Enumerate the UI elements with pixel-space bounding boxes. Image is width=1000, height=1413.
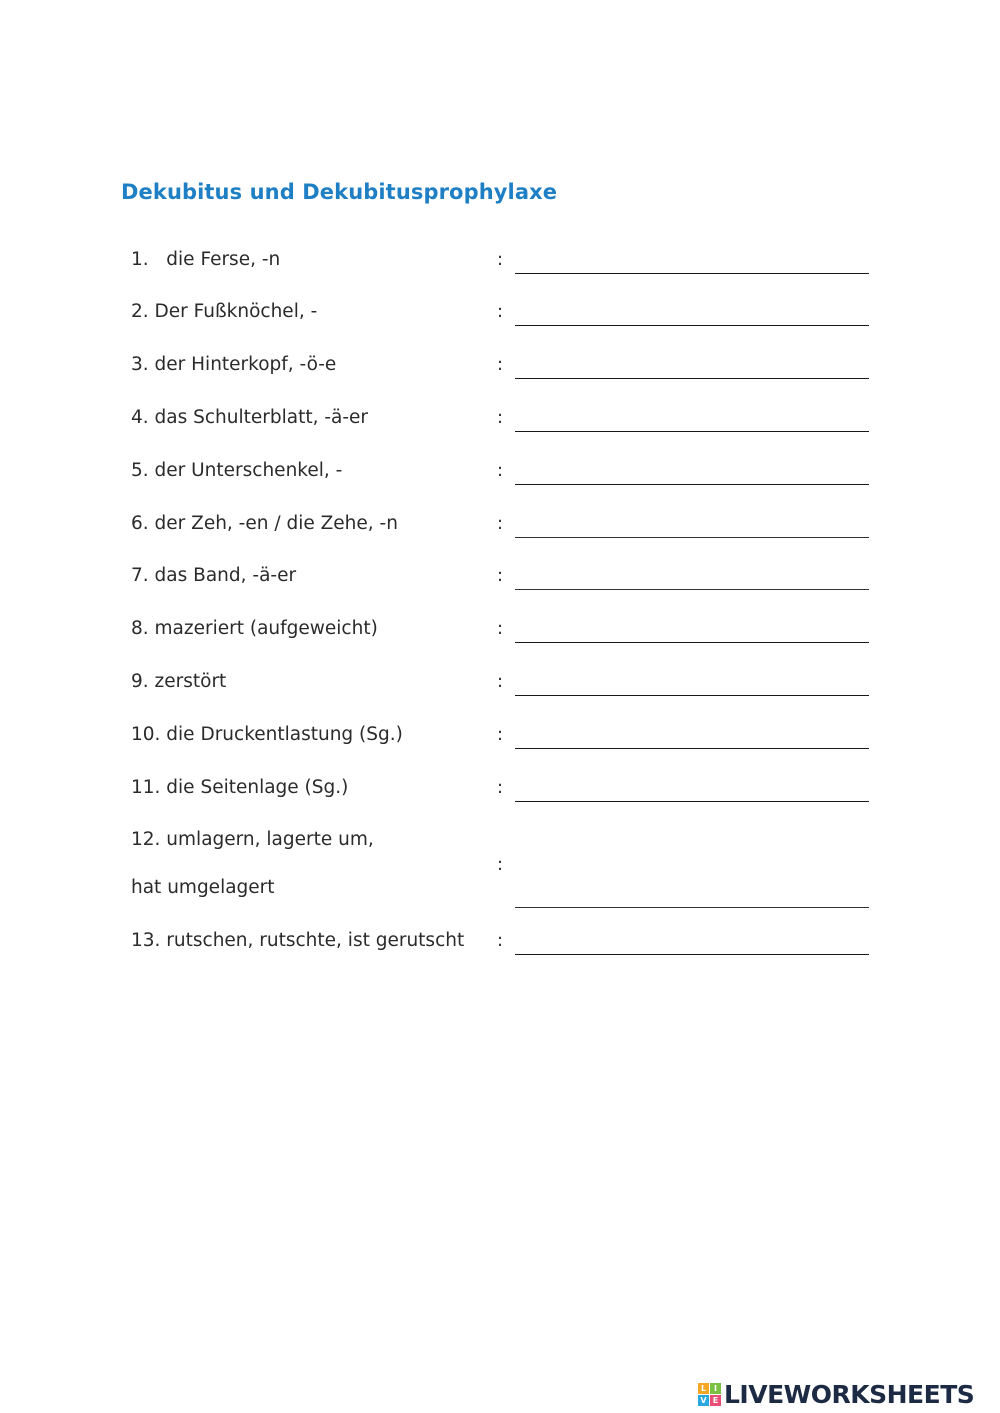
- answer-input-11[interactable]: [515, 775, 869, 802]
- separator: :: [497, 460, 504, 481]
- answer-input-6[interactable]: [515, 511, 869, 538]
- logo-letter: I: [710, 1383, 721, 1394]
- answer-input-10[interactable]: [515, 722, 869, 749]
- term-label: 5. der Unterschenkel, -: [131, 460, 343, 481]
- term-label: 8. mazeriert (aufgeweicht): [131, 618, 378, 639]
- separator: :: [497, 513, 504, 534]
- answer-input-7[interactable]: [515, 563, 869, 590]
- logo-letter: L: [698, 1383, 709, 1394]
- separator: :: [497, 249, 504, 270]
- answer-input-8[interactable]: [515, 616, 869, 643]
- separator: :: [497, 618, 504, 639]
- term-label: 13. rutschen, rutschte, ist gerutscht: [131, 930, 465, 951]
- separator: :: [497, 854, 504, 875]
- separator: :: [497, 930, 504, 951]
- answer-input-4[interactable]: [515, 405, 869, 432]
- separator: :: [497, 354, 504, 375]
- term-label: 1. die Ferse, -n: [131, 249, 281, 270]
- term-label: 3. der Hinterkopf, -ö-e: [131, 354, 337, 375]
- answer-input-12[interactable]: [515, 881, 869, 908]
- term-label-continued: hat umgelagert: [131, 877, 275, 898]
- answer-input-1[interactable]: [515, 247, 869, 274]
- liveworksheets-logo: [698, 1379, 974, 1409]
- answer-input-5[interactable]: [515, 458, 869, 485]
- page-title: Dekubitus und Dekubitusprophylaxe: [121, 180, 558, 204]
- term-label: 6. der Zeh, -en / die Zehe, -n: [131, 513, 398, 534]
- separator: :: [497, 301, 504, 322]
- logo-mark-icon: [698, 1383, 721, 1406]
- logo-letter: E: [710, 1395, 721, 1406]
- separator: :: [497, 565, 504, 586]
- term-label: 9. zerstört: [131, 671, 227, 692]
- term-label: 10. die Druckentlastung (Sg.): [131, 724, 403, 745]
- answer-input-13[interactable]: [515, 928, 869, 955]
- term-label: 2. Der Fußknöchel, -: [131, 301, 318, 322]
- term-label: 12. umlagern, lagerte um,: [131, 829, 374, 850]
- separator: :: [497, 671, 504, 692]
- term-label: 11. die Seitenlage (Sg.): [131, 777, 349, 798]
- separator: :: [497, 777, 504, 798]
- separator: :: [497, 407, 504, 428]
- logo-letter: V: [698, 1395, 709, 1406]
- term-label: 4. das Schulterblatt, -ä-er: [131, 407, 369, 428]
- answer-input-2[interactable]: [515, 299, 869, 326]
- answer-input-9[interactable]: [515, 669, 869, 696]
- separator: :: [497, 724, 504, 745]
- term-label: 7. das Band, -ä-er: [131, 565, 297, 586]
- answer-input-3[interactable]: [515, 352, 869, 379]
- logo-text: LIVEWORKSHEETS: [724, 1379, 975, 1409]
